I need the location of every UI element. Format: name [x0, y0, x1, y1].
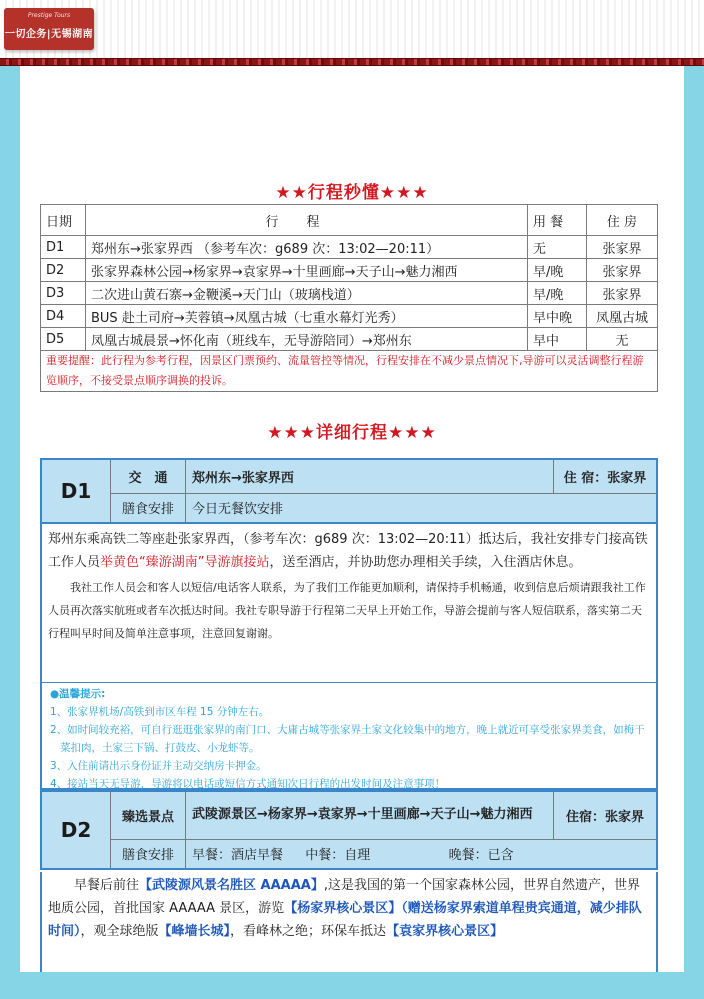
logo-text: 一切企务|无锡湖南 [4, 29, 94, 40]
row-route: 二次进山黄石寨→金鞭溪→天门山（玻璃栈道） [86, 282, 528, 305]
table-row [41, 282, 658, 305]
important-note: 重要提醒：此行程为参考行程，因景区门票预约、流量管控等情况，行程安排在不减少景点情况下,导游可以灵活调整行程游览顺序，不接受景点顺序调换的投诉。 [41, 351, 658, 392]
d2-para-d: ，看峰林之绝；环保车抵达 [230, 924, 387, 939]
d2-paragraph [48, 874, 650, 943]
row-stay: 无 [587, 328, 658, 351]
d2-para-a: 早餐后前往 [74, 878, 140, 893]
top-band [0, 0, 704, 66]
table-row [41, 328, 658, 351]
table-row [41, 236, 658, 259]
d1-meal-label: 膳食安排 [111, 493, 186, 523]
d2-para-b: ,这是我国的第一个国家森林公园，世界自然遗产，世界地质公园，首批国家 AAAAA 景区，游览 [48, 878, 640, 916]
tip-item: 4、接站当天无导游，导游将以电话或短信方式通知次日行程的出发时间及注意事项！ [50, 778, 446, 790]
d2-spots-label: 臻选景点 [111, 791, 186, 839]
d1-para1-highlight: 举黄色“臻游湖南”导游旗接站 [100, 555, 270, 570]
row-route: 郑州东→张家界西 （参考车次：g689 次：13:02—20:11） [86, 236, 528, 259]
d1-header-table [40, 458, 658, 524]
logo-tagline: Prestige Tours [27, 12, 71, 19]
d1-para1-a: 郑州东乘高铁二等座赴张家界西，（参考车次：g689 次：13:02—20:11）抵达后，我社安排专门接高铁工作人员 [48, 532, 648, 570]
d1-paragraph-2: 我社工作人员会和客人以短信/电话客人联系，为了我们工作能更加顺利，请保持手机畅通，收到信息后烦请跟我社工作人员再次落实航班或者车次抵达时间。我社专职导游于行程第二天早上开始工作，导游会提前与客人短信联系，落实第二天行程叫早时间及简单注意事项，注意回复谢谢。 [48, 581, 646, 640]
row-stay: 张家界 [587, 259, 658, 282]
header-route: 行程 [86, 205, 528, 236]
header-meal: 用 餐 [528, 205, 587, 236]
d1-transport-value: 郑州东→张家界西 [186, 459, 554, 493]
tip-item: 3、入住前请出示身份证并主动交纳房卡押金。 [50, 760, 267, 772]
d1-day-badge: D1 [41, 459, 111, 523]
d2-highlight-fengqiang: 【峰墙长城】 [158, 924, 231, 939]
row-stay: 张家界 [587, 282, 658, 305]
d1-tips [40, 682, 658, 790]
d1-paragraph-1 [48, 528, 650, 574]
row-route: BUS 赴土司府→芙蓉镇→凤凰古城（七重水幕灯光秀） [86, 305, 528, 328]
d2-header-table [40, 790, 658, 870]
tips-title: ●温馨提示: [50, 688, 106, 700]
row-meal: 早/晚 [528, 282, 587, 305]
note-row [41, 351, 658, 392]
summary-header-row [41, 205, 658, 236]
row-day: D1 [41, 236, 86, 259]
d2-meal-label: 膳食安排 [111, 839, 186, 869]
row-stay: 张家界 [587, 236, 658, 259]
row-day: D3 [41, 282, 86, 305]
tip-item: 1、张家界机场/高铁到市区车程 15 分钟左右。 [50, 706, 270, 718]
row-stay: 凤凰古城 [587, 305, 658, 328]
d2-para-c: ，观全球绝版 [80, 924, 159, 939]
d2-breakfast: 早餐：酒店早餐 [192, 848, 284, 864]
summary-table [40, 204, 658, 392]
d2-body [40, 872, 658, 972]
row-route: 张家界森林公园→杨家界→袁家界→十里画廊→天子山→魅力湘西 [86, 259, 528, 282]
row-day: D5 [41, 328, 86, 351]
d2-highlight-yangjiajie: 【杨家界核心景区】（赠送杨家界索道单程贵宾通道，减少排队时间） [48, 901, 642, 939]
d2-stay: 住宿：张家界 [554, 791, 658, 839]
detail-title: ★★★详细行程★★★ [267, 423, 437, 443]
d1-para1-b: ，送至酒店，并协助您办理相关手续，入住酒店休息。 [269, 555, 582, 570]
tip-item: 2、如时间较充裕，可自行逛逛张家界的南门口、大庸古城等张家界土家文化较集中的地方，晚上就近可享受张家界美食，如梅干菜扣肉，土家三下锅、打鼓皮、小龙虾等。 [50, 724, 645, 754]
row-meal: 早中 [528, 328, 587, 351]
d2-dinner: 晚餐：已含 [448, 848, 514, 864]
brand-logo [4, 8, 94, 50]
header-stay: 住 房 [587, 205, 658, 236]
rope-border [0, 58, 704, 66]
table-row [41, 305, 658, 328]
row-meal: 早/晚 [528, 259, 587, 282]
d2-lunch: 中餐：自理 [305, 848, 371, 864]
row-meal: 早中晚 [528, 305, 587, 328]
d2-spots-value: 武陵源景区→杨家界→袁家界→十里画廊→天子山→魅力湘西 [186, 791, 554, 839]
d2-highlight-yuanjiajie: 【袁家界核心景区】 [386, 924, 504, 939]
bottom-band [20, 972, 684, 999]
summary-title: ★★行程秒懂★★★ [275, 183, 429, 203]
row-route: 凤凰古城晨景→怀化南（班线车，无导游陪同）→郑州东 [86, 328, 528, 351]
table-row [41, 259, 658, 282]
row-day: D2 [41, 259, 86, 282]
d1-meal-value: 今日无餐饮安排 [186, 493, 658, 523]
d1-transport-label: 交 通 [111, 459, 186, 493]
d2-meal-value [186, 839, 658, 869]
d2-highlight-wulingyuan: 【武陵源风景名胜区 AAAAA】 [139, 878, 324, 893]
row-day: D4 [41, 305, 86, 328]
d1-stay: 住 宿：张家界 [554, 459, 658, 493]
d2-day-badge: D2 [41, 791, 111, 869]
header-day: 日期 [41, 205, 86, 236]
d1-body [40, 524, 658, 682]
row-meal: 无 [528, 236, 587, 259]
